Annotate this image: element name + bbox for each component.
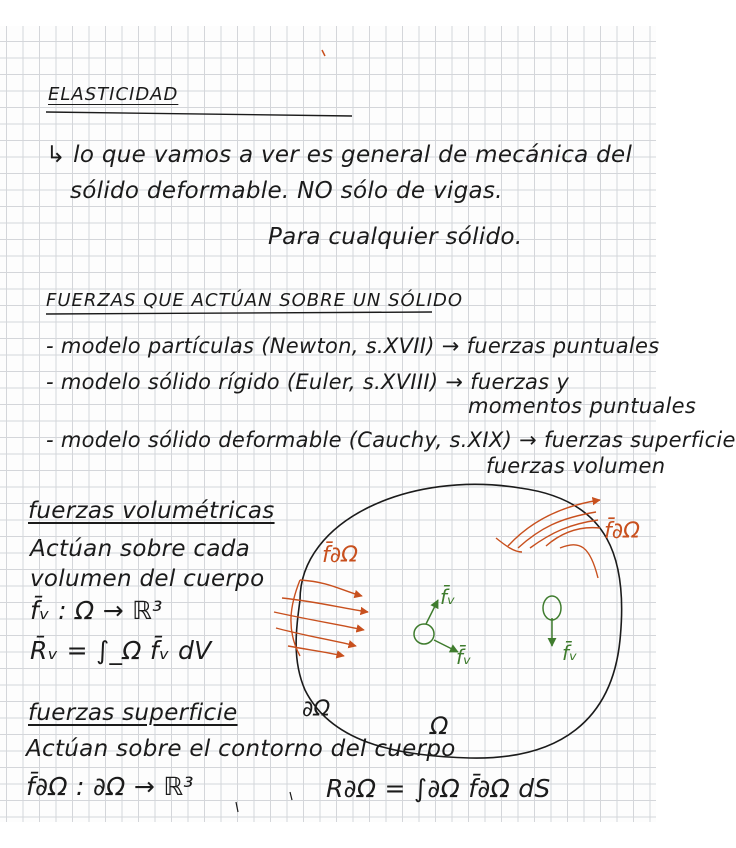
title-underline (46, 112, 352, 116)
intro-line-1: ↳ lo que vamos a ver es general de mecánica del (46, 142, 633, 168)
surface-map: f̄∂Ω : ∂Ω → ℝ³ (26, 772, 194, 801)
list-item-particles: - modelo partículas (Newton, s.XVII) → fuerzas puntuales (46, 334, 660, 358)
stray-mark-2 (290, 792, 292, 800)
volume-force-group (414, 596, 561, 652)
label-surface-force-right: f̄∂Ω (604, 519, 640, 544)
section-forces-title: FUERZAS QUE ACTÚAN SOBRE UN SÓLIDO (46, 290, 464, 311)
label-body-domain: Ω (430, 712, 449, 740)
label-boundary: ∂Ω (302, 697, 331, 722)
stray-mark-1 (236, 802, 238, 812)
label-volume-force-bottom: f̄ᵥ (456, 645, 472, 669)
list-item-rigid-cont: momentos puntuales (468, 394, 697, 418)
surface-resultant: R∂Ω = ∫∂Ω f̄∂Ω dS (326, 774, 551, 803)
surface-force-fan-left (274, 580, 368, 656)
list-item-deformable: - modelo sólido deformable (Cauchy, s.XIX) → fuerzas superficie (46, 428, 736, 452)
label-surface-force-left: f̄∂Ω (322, 543, 358, 568)
volumetric-forces-title: fuerzas volumétricas (28, 498, 275, 524)
volumetric-resultant: R̄ᵥ = ∫_Ω f̄ᵥ dV (30, 636, 212, 665)
intro-line-2: sólido deformable. NO sólo de vigas. (70, 178, 503, 204)
label-volume-force-top: f̄ᵥ (440, 585, 456, 609)
surface-desc-line: Actúan sobre el contorno del cuerpo (26, 736, 456, 762)
list-item-rigid: - modelo sólido rígido (Euler, s.XVIII) → fuerzas y (46, 370, 570, 394)
intro-line-3: Para cualquier sólido. (268, 224, 523, 250)
volumetric-desc-line-2: volumen del cuerpo (30, 566, 265, 592)
surface-forces-title: fuerzas superficie (28, 700, 238, 726)
label-volume-force-right: f̄ᵥ (562, 641, 578, 665)
section-underline (46, 312, 432, 314)
page-title: ELASTICIDAD (48, 84, 179, 105)
volumetric-map: f̄ᵥ : Ω → ℝ³ (30, 596, 163, 625)
stray-mark-top (322, 50, 325, 56)
list-item-deformable-cont: fuerzas volumen (486, 454, 666, 478)
volumetric-desc-line-1: Actúan sobre cada (30, 536, 251, 562)
